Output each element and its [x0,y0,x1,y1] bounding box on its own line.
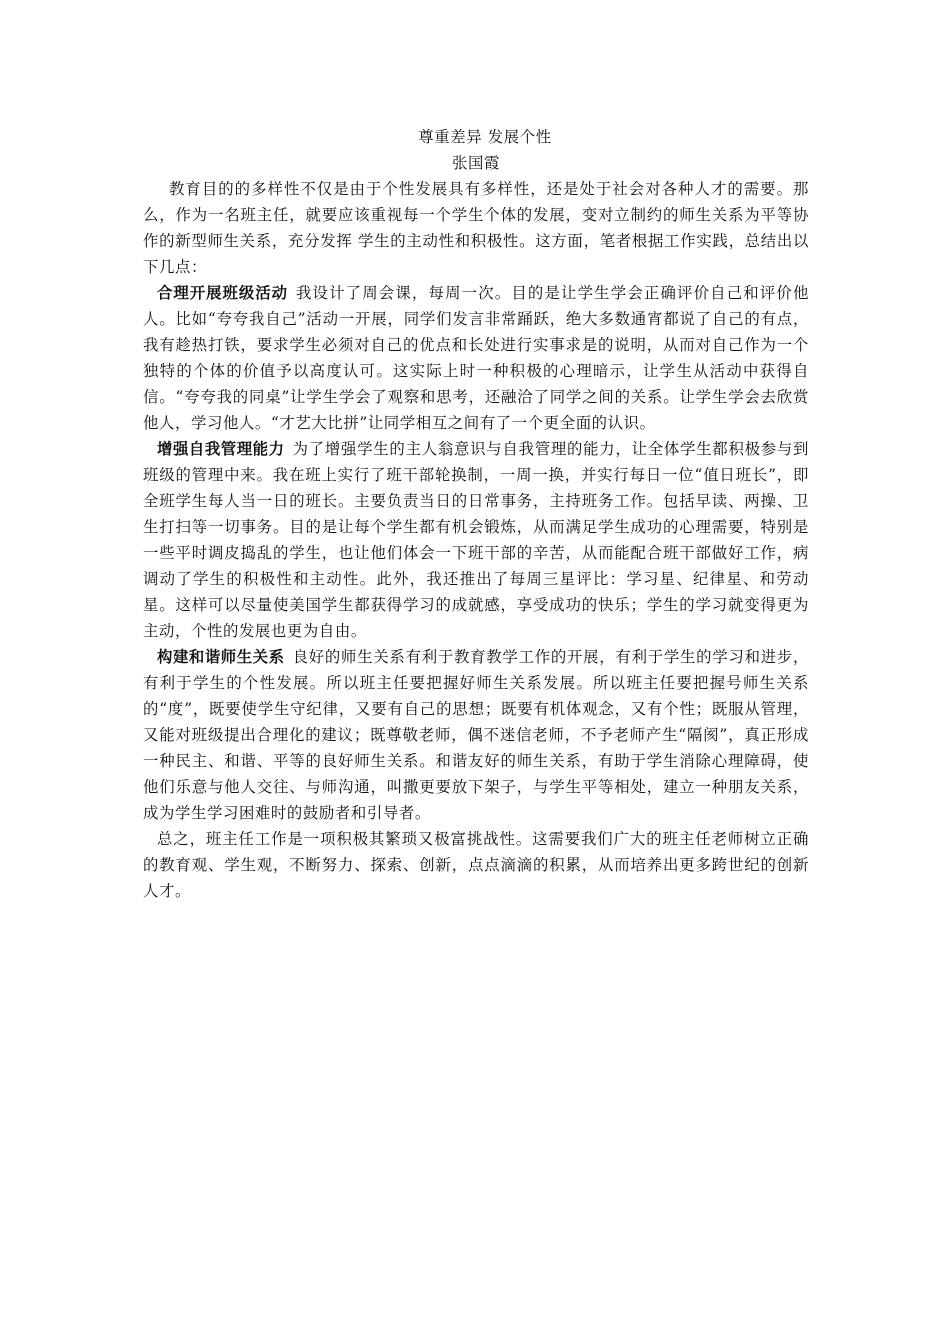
document-author: 张国霞 [452,154,500,172]
section-paragraph-self-management [143,436,809,644]
section-heading-relationship: 构建和谐师生关系 [157,648,285,666]
intro-paragraph: 教育目的的多样性不仅是由于个性发展具有多样性，还是处于社会对各种人才的需要。那么，作为一名班主任，就要应该重视每一个学生个体的发展，变对立制约的师生关系为平等协作的新型师生关系，充分发挥 学生的主动性和积极性。这方面，笔者根据工作实践，总结出以下几点： [143,180,809,276]
conclusion-paragraph: 总之，班主任工作是一项积极其繁琐又极富挑战性。这需要我们广大的班主任老师树立正确的教育观、学生观，不断努力、探索、创新，点点滴滴的积累，从而培养出更多跨世纪的创新人才。 [143,830,809,900]
section-paragraph-relationship [143,644,809,826]
section-body-self-management: 为了增强学生的主人翁意识与自我管理的能力，让全体学生都积极参与到班级的管理中来。我在班上实行了班干部轮换制，一周一换，并实行每日一位“值日班长”，即全班学生每人当一日的班长。主要负责当日的日常事务，主持班务工作。包括早读、两操、卫生打扫等一切事务。目的是让每个学生都有机会锻炼，从而满足学生成功的心理需要，特别是一些平时调皮捣乱的学生，也让他们体会一下班干部的辛苦，从而能配合班干部做好工作，病调动了学生的积极性和主动性。此外，我还推出了每周三星评比：学习星、纪律星、和劳动星。这样可以尽量使美国学生都获得学习的成就感，享受成功的快乐；学生的学习就变得更为主动，个性的发展也更为自由。 [143,440,810,640]
section-heading-activities: 合理开展班级活动 [157,284,288,302]
document-page [143,124,809,904]
section-heading-self-management: 增强自我管理能力 [157,440,285,458]
section-paragraph-activities [143,280,809,436]
section-body-activities: 我设计了周会课，每周一次。目的是让学生学会正确评价自己和评价他人。比如“夸夸我自己”活动一开展，同学们发言非常踊跃，绝大多数通宵都说了自己的有点，我有趁热打铁，要求学生必须对自己的优点和长处进行实事求是的说明，从而对自己作为一个独特的个体的价值予以高度认可。这实际上时一种积极的心理暗示，让学生从活动中获得自信。“夸夸我的同桌”让学生学会了观察和思考，还融洽了同学之间的关系。让学生学会去欣赏他人，学习他人。“才艺大比拼”让同学相互之间有了一个更全面的认识。 [143,284,809,432]
section-body-relationship: 良好的师生关系有利于教育教学工作的开展，有利于学生的学习和进步，有利于学生的个性发展。所以班主任要把握好师生关系发展。所以班主任要把握号师生关系的“度”，既要使学生守纪律，又要有自己的思想；既要有机体观念，又有个性；既服从管理，又能对班级提出合理化的建议；既尊敬老师，偶不迷信老师，不予老师产生“隔阂”，真正形成一种民主、和谐、平等的良好师生关系。和谐友好的师生关系，有助于学生消除心理障碍，使他们乐意与他人交往、与师沟通，叫撒更要放下架子，与学生平等相处，建立一种朋友关系， 成为学生学习困难时的鼓励者和引导者。 [143,648,810,822]
document-title: 尊重差异 发展个性 [418,128,552,146]
